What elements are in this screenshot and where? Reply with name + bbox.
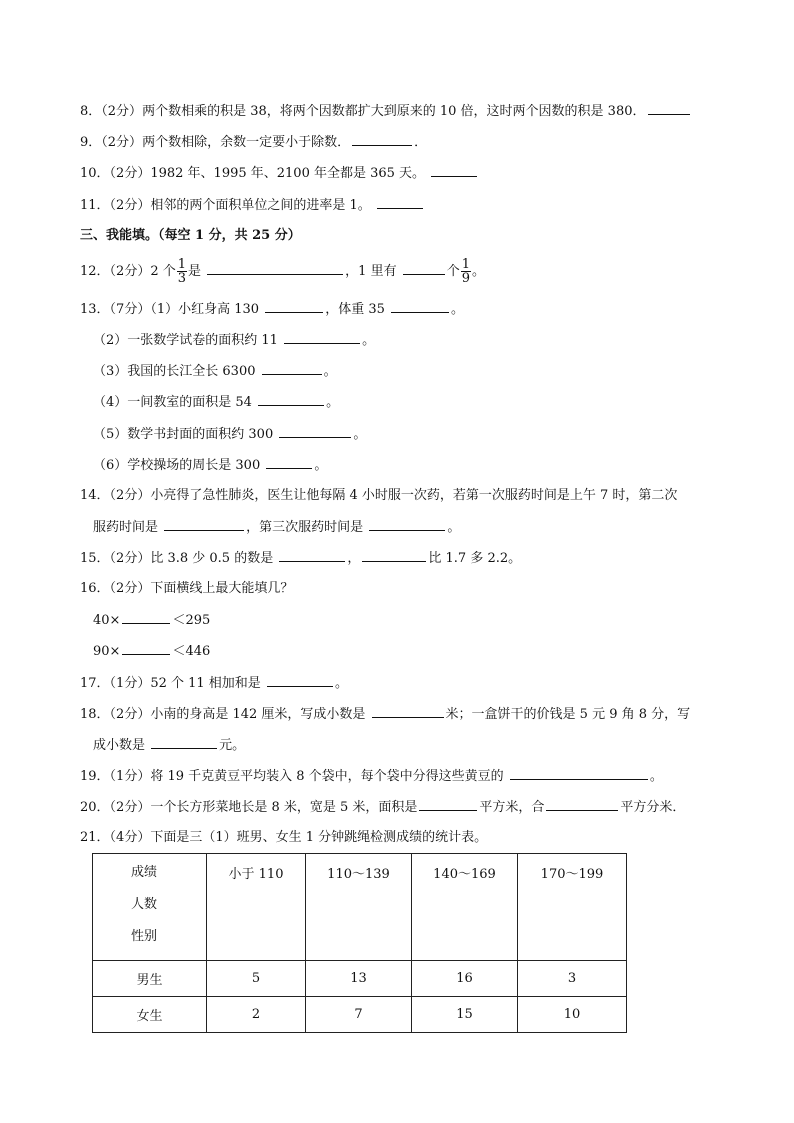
answer-blank[interactable] (546, 798, 618, 811)
question-16 (80, 580, 293, 598)
table-cell: 16 (412, 961, 518, 997)
fraction-one-third: $\frac{1}{3}$ (177, 257, 187, 286)
table-cell: 3 (518, 961, 627, 997)
question-number: 9． (80, 135, 102, 150)
score: （2分） (109, 166, 151, 181)
answer-blank[interactable] (262, 362, 322, 375)
question-9: 9．（2分）两个数相除，余数一定要小于除数． ． (80, 135, 428, 150)
answer-blank[interactable] (352, 133, 412, 146)
table-cell: 13 (306, 961, 412, 997)
answer-blank[interactable] (279, 425, 351, 438)
answer-blank[interactable] (151, 736, 217, 749)
question-13-part-6: （6）学校操场的周长是 300 。 (93, 458, 328, 473)
score: （1分） (109, 769, 151, 784)
question-15: 15．（2分）比 3.8 少 0.5 的数是 ， 比 1.7 多 2.2。 (80, 551, 522, 566)
question-text: 小亮得了急性肺炎，医生让他每隔 4 小时服一次药，若第一次服药时间是上午 7 时，第二次 (150, 488, 678, 503)
row-label: 男生 (93, 961, 207, 997)
section-title: 三、我能填。（每空 1 分，共 25 分） (80, 228, 301, 243)
score: （2分） (101, 135, 143, 150)
answer-blank[interactable] (391, 300, 449, 313)
question-text: 下面是三（1）班男、女生 1 分钟跳绳检测成绩的统计表。 (150, 830, 488, 845)
question-number: 11． (80, 198, 110, 213)
table-cell: 2 (207, 997, 306, 1033)
table-row-boys (93, 961, 627, 997)
question-number: 18． (80, 707, 110, 722)
question-number: 14． (80, 488, 110, 503)
question-text: 两个数相除，余数一定要小于除数． (142, 135, 351, 150)
answer-blank[interactable] (369, 518, 445, 531)
question-text: 相邻的两个面积单位之间的进率是 1。 (150, 198, 371, 213)
answer-blank[interactable] (266, 456, 312, 469)
score: （2分） (101, 104, 143, 119)
question-13-part-5: （5）数学书封面的面积约 300 。 (93, 427, 367, 442)
score: （4分） (109, 830, 151, 845)
answer-blank[interactable] (164, 518, 244, 531)
column-header: 170～199 (518, 854, 627, 961)
answer-blank[interactable] (403, 262, 445, 275)
question-8 (80, 102, 692, 121)
question-14-line-2: 服药时间是 ，第三次服药时间是 。 (93, 520, 461, 535)
answer-blank[interactable] (122, 611, 170, 624)
answer-blank[interactable] (648, 102, 690, 115)
score: （2分） (109, 264, 151, 279)
question-number: 15． (80, 551, 110, 566)
score: （2分） (109, 551, 151, 566)
answer-blank[interactable] (122, 642, 170, 655)
answer-blank[interactable] (284, 331, 360, 344)
score: （2分） (109, 488, 151, 503)
score: （2分） (109, 800, 151, 815)
table-cell: 5 (207, 961, 306, 997)
question-number: 20． (80, 800, 110, 815)
question-18: 18．（2分）小南的身高是 142 厘米，写成小数是 米；一盒饼干的价钱是 5 元 9 角 8 分，写 (80, 707, 691, 722)
question-text: 1982 年、1995 年、2100 年全都是 365 天。 (150, 166, 426, 181)
answer-blank[interactable] (362, 549, 426, 562)
score: （2分） (109, 581, 151, 596)
fraction-one-ninth: $\frac{1}{9}$ (461, 257, 471, 286)
question-16-expr-1: 40× ＜295 (93, 613, 211, 628)
question-21 (80, 829, 487, 847)
question-17: 17．（1分）52 个 11 相加和是 。 (80, 676, 348, 691)
answer-blank[interactable] (267, 674, 333, 687)
question-12: 12．（2分）2 个 $\frac{1}{3}$ 是 ，1 里有 个 $\frac{1}{9}$ 。 (80, 257, 486, 286)
question-number: 16． (80, 581, 110, 596)
question-20: 20．（2分）一个长方形菜地长是 8 米，宽是 5 米，面积是 平方米，合 平方分米． (80, 800, 686, 815)
question-18-line-2: 成小数是 元。 (93, 738, 246, 753)
question-13: 13．（7分）（1）小红身高 130 ，体重 35 。 (80, 302, 465, 317)
table-cell: 7 (306, 997, 412, 1033)
question-number: 21． (80, 830, 110, 845)
table-header-row (93, 854, 627, 961)
answer-blank[interactable] (258, 393, 324, 406)
question-13-part-2: （2）一张数学试卷的面积约 11 。 (93, 333, 376, 348)
table-cell: 10 (518, 997, 627, 1033)
question-text: 将 19 千克黄豆平均装入 8 个袋中，每个袋中分得这些黄豆的 (150, 769, 504, 784)
answer-blank[interactable] (207, 262, 343, 275)
question-16-expr-2: 90× ＜446 (93, 644, 211, 659)
column-header: 140～169 (412, 854, 518, 961)
question-19: 19．（1分）将 19 千克黄豆平均装入 8 个袋中，每个袋中分得这些黄豆的 。 (80, 769, 663, 784)
question-number: 12． (80, 264, 110, 279)
question-13-part-3: （3）我国的长江全长 6300 。 (93, 364, 337, 379)
question-text: 两个数相乘的积是 38，将两个因数都扩大到原来的 10 倍，这时两个因数的积是 380． (142, 104, 646, 119)
table-row-girls (93, 997, 627, 1033)
question-text: 下面横线上最大能填几？ (150, 581, 294, 596)
answer-blank[interactable] (377, 196, 423, 209)
column-header: 小于 110 (207, 854, 306, 961)
answer-blank[interactable] (510, 767, 648, 780)
table-corner-cell: 成绩 人数 性别 (93, 854, 207, 961)
score: （2分） (109, 707, 151, 722)
question-10 (80, 164, 479, 183)
question-13-part-4: （4）一间教室的面积是 54 。 (93, 395, 340, 410)
question-number: 8． (80, 104, 102, 119)
question-14 (80, 487, 677, 505)
answer-blank[interactable] (419, 798, 477, 811)
question-number: 19． (80, 769, 110, 784)
answer-blank[interactable] (279, 549, 345, 562)
question-number: 10． (80, 166, 110, 181)
column-header: 110～139 (306, 854, 412, 961)
question-number: 17． (80, 676, 110, 691)
answer-blank[interactable] (265, 300, 323, 313)
score: （1分） (109, 676, 151, 691)
answer-blank[interactable] (372, 705, 444, 718)
question-text: 52 个 11 相加和是 (150, 676, 261, 691)
question-number: 13． (80, 302, 110, 317)
question-11 (80, 196, 425, 215)
score: （2分） (109, 198, 151, 213)
answer-blank[interactable] (431, 164, 477, 177)
score: （7分） (109, 302, 151, 317)
row-label: 女生 (93, 997, 207, 1033)
jump-rope-stats-table (92, 853, 627, 1033)
table-cell: 15 (412, 997, 518, 1033)
